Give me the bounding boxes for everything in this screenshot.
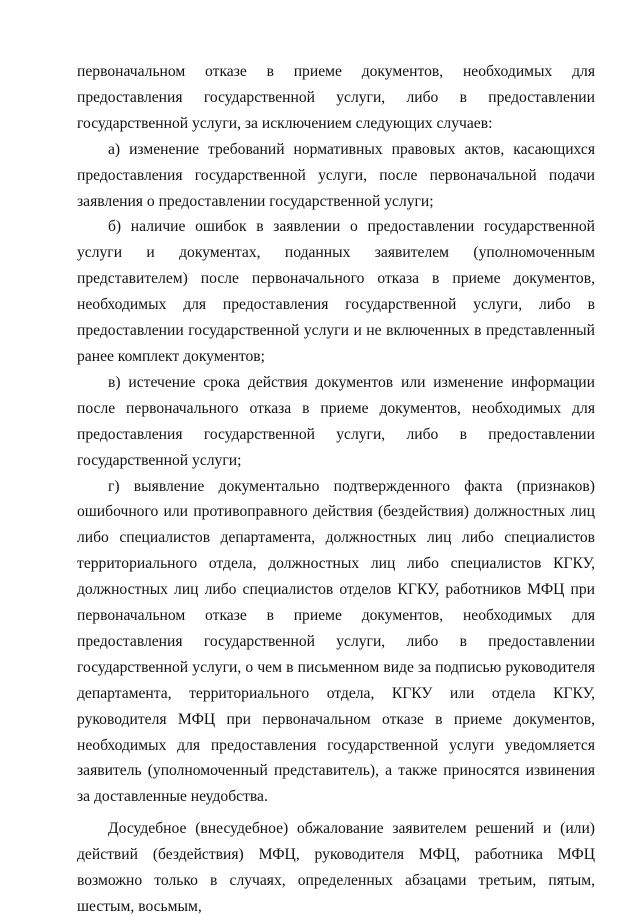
paragraph-pretrial-appeal: Досудебное (внесудебное) обжалование заявителем решений и (или) действий (бездействия) МФЦ, руководителя МФЦ, работника МФЦ возможно только в случаях, определенных абзацами третьим, пятым, шестым, восьмым, — [77, 820, 595, 915]
paragraph-item-v: в) истечение срока действия документов или изменение информации после первоначального отказа в приеме документов, необходимых для предоставления государственной услуги, либо в предоставлении государственной услуги; — [77, 373, 595, 469]
document-body — [77, 59, 595, 920]
paragraph-intro-continuation: первоначальном отказе в приеме документов, необходимых для предоставления государственной услуги, либо в предоставлении государственной услуги, за исключением следующих случаев: — [77, 63, 595, 132]
paragraph-item-g: г) выявление документально подтвержденного факта (признаков) ошибочного или противоправного действия (бездействия) должностных лиц либо специалистов департамента, должностных лиц либо специалистов территориального отдела, должностных лиц либо специалистов КГКУ, должностных лиц либо специалистов отделов КГКУ, работников МФЦ при первоначальном отказе в приеме документов, необходимых для предоставления государственной услуги, либо в предоставлении государственной услуги, о чем в письменном виде за подписью руководителя департамента, территориального отдела, КГКУ или отдела КГКУ, руководителя МФЦ при первоначальном отказе в приеме документов, необходимых для предоставления государственной услуги уведомляется заявитель (уполномоченный представитель), а также приносятся извинения за доставленные неудобства. — [77, 477, 595, 806]
paragraph-item-a: а) изменение требований нормативных правовых актов, касающихся предоставления государственной услуги, после первоначальной подачи заявления о предоставлении государственной услуги; — [77, 140, 595, 210]
paragraph-item-b: б) наличие ошибок в заявлении о предоставлении государственной услуги и документах, поданных заявителем (уполномоченным представителем) после первоначального отказа в приеме документов, необходимых для предоставления государственной услуги, либо в предоставлении государственной услуги и не включенных в представленный ранее комплект документов; — [77, 218, 595, 365]
